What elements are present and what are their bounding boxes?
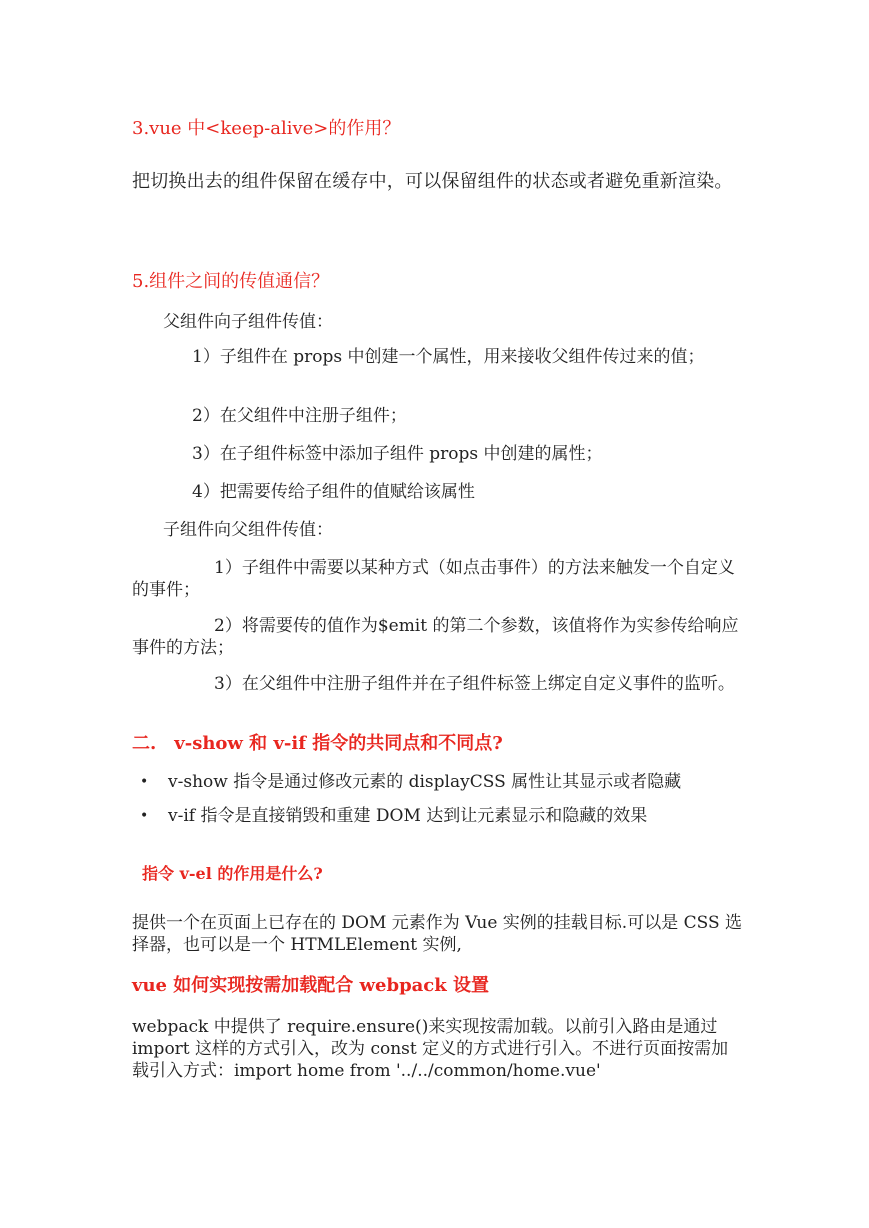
c2p-step-3: 3）在父组件中注册子组件并在子组件标签上绑定自定义事件的监听。 [214,674,735,694]
paragraph-lazy-loading: webpack 中提供了 require.ensure()来实现按需加载。以前引入路由是通过 import 这样的方式引入，改为 const 定义的方式进行引入。不进行页面按需加载引入方式：import home from '../../common/home.vue' [132,1017,729,1081]
list-item-text: v-if 指令是直接销毁和重建 DOM 达到让元素显示和隐藏的效果 [168,806,648,826]
p2c-step-3: 3）在子组件标签中添加子组件 props 中创建的属性； [192,444,603,464]
p2c-step-2: 2）在父组件中注册子组件； [192,406,407,426]
bullet-icon: • [140,774,149,790]
bullet-icon: • [140,808,149,824]
bullet-list-vshow-vif [132,771,742,827]
list-item [132,805,742,827]
heading-lazy-loading: vue 如何实现按需加载配合 webpack 设置 [132,975,490,996]
c2p-step-1: 1）子组件中需要以某种方式（如点击事件）的方法来触发一个自定义的事件； [132,558,735,600]
subheading-parent-to-child: 父组件向子组件传值： [163,312,333,332]
c2p-step-2: 2）将需要传的值作为$emit 的第二个参数，该值将作为实参传给响应事件的方法； [132,616,739,658]
p2c-step-1: 1）子组件在 props 中创建一个属性，用来接收父组件传过来的值； [192,347,705,367]
list-item-text: v-show 指令是通过修改元素的 displayCSS 属性让其显示或者隐藏 [168,772,682,792]
heading-vshow-vif: 二. v-show 和 v-if 指令的共同点和不同点? [132,733,503,754]
list-item [132,771,742,793]
paragraph-v-el: 提供一个在页面上已存在的 DOM 元素作为 Vue 实例的挂载目标.可以是 CSS 选择器，也可以是一个 HTMLElement 实例, [132,913,742,955]
heading-v-el: 指令 v-el 的作用是什么? [142,864,323,883]
paragraph-keep-alive: 把切换出去的组件保留在缓存中，可以保留组件的状态或者避免重新渲染。 [132,171,733,192]
subheading-child-to-parent: 子组件向父组件传值： [163,520,333,540]
heading-component-communication: 5.组件之间的传值通信？ [132,271,330,292]
heading-keep-alive: 3.vue 中<keep-alive>的作用？ [132,118,401,139]
p2c-step-4: 4）把需要传给子组件的值赋给该属性 [192,482,475,502]
